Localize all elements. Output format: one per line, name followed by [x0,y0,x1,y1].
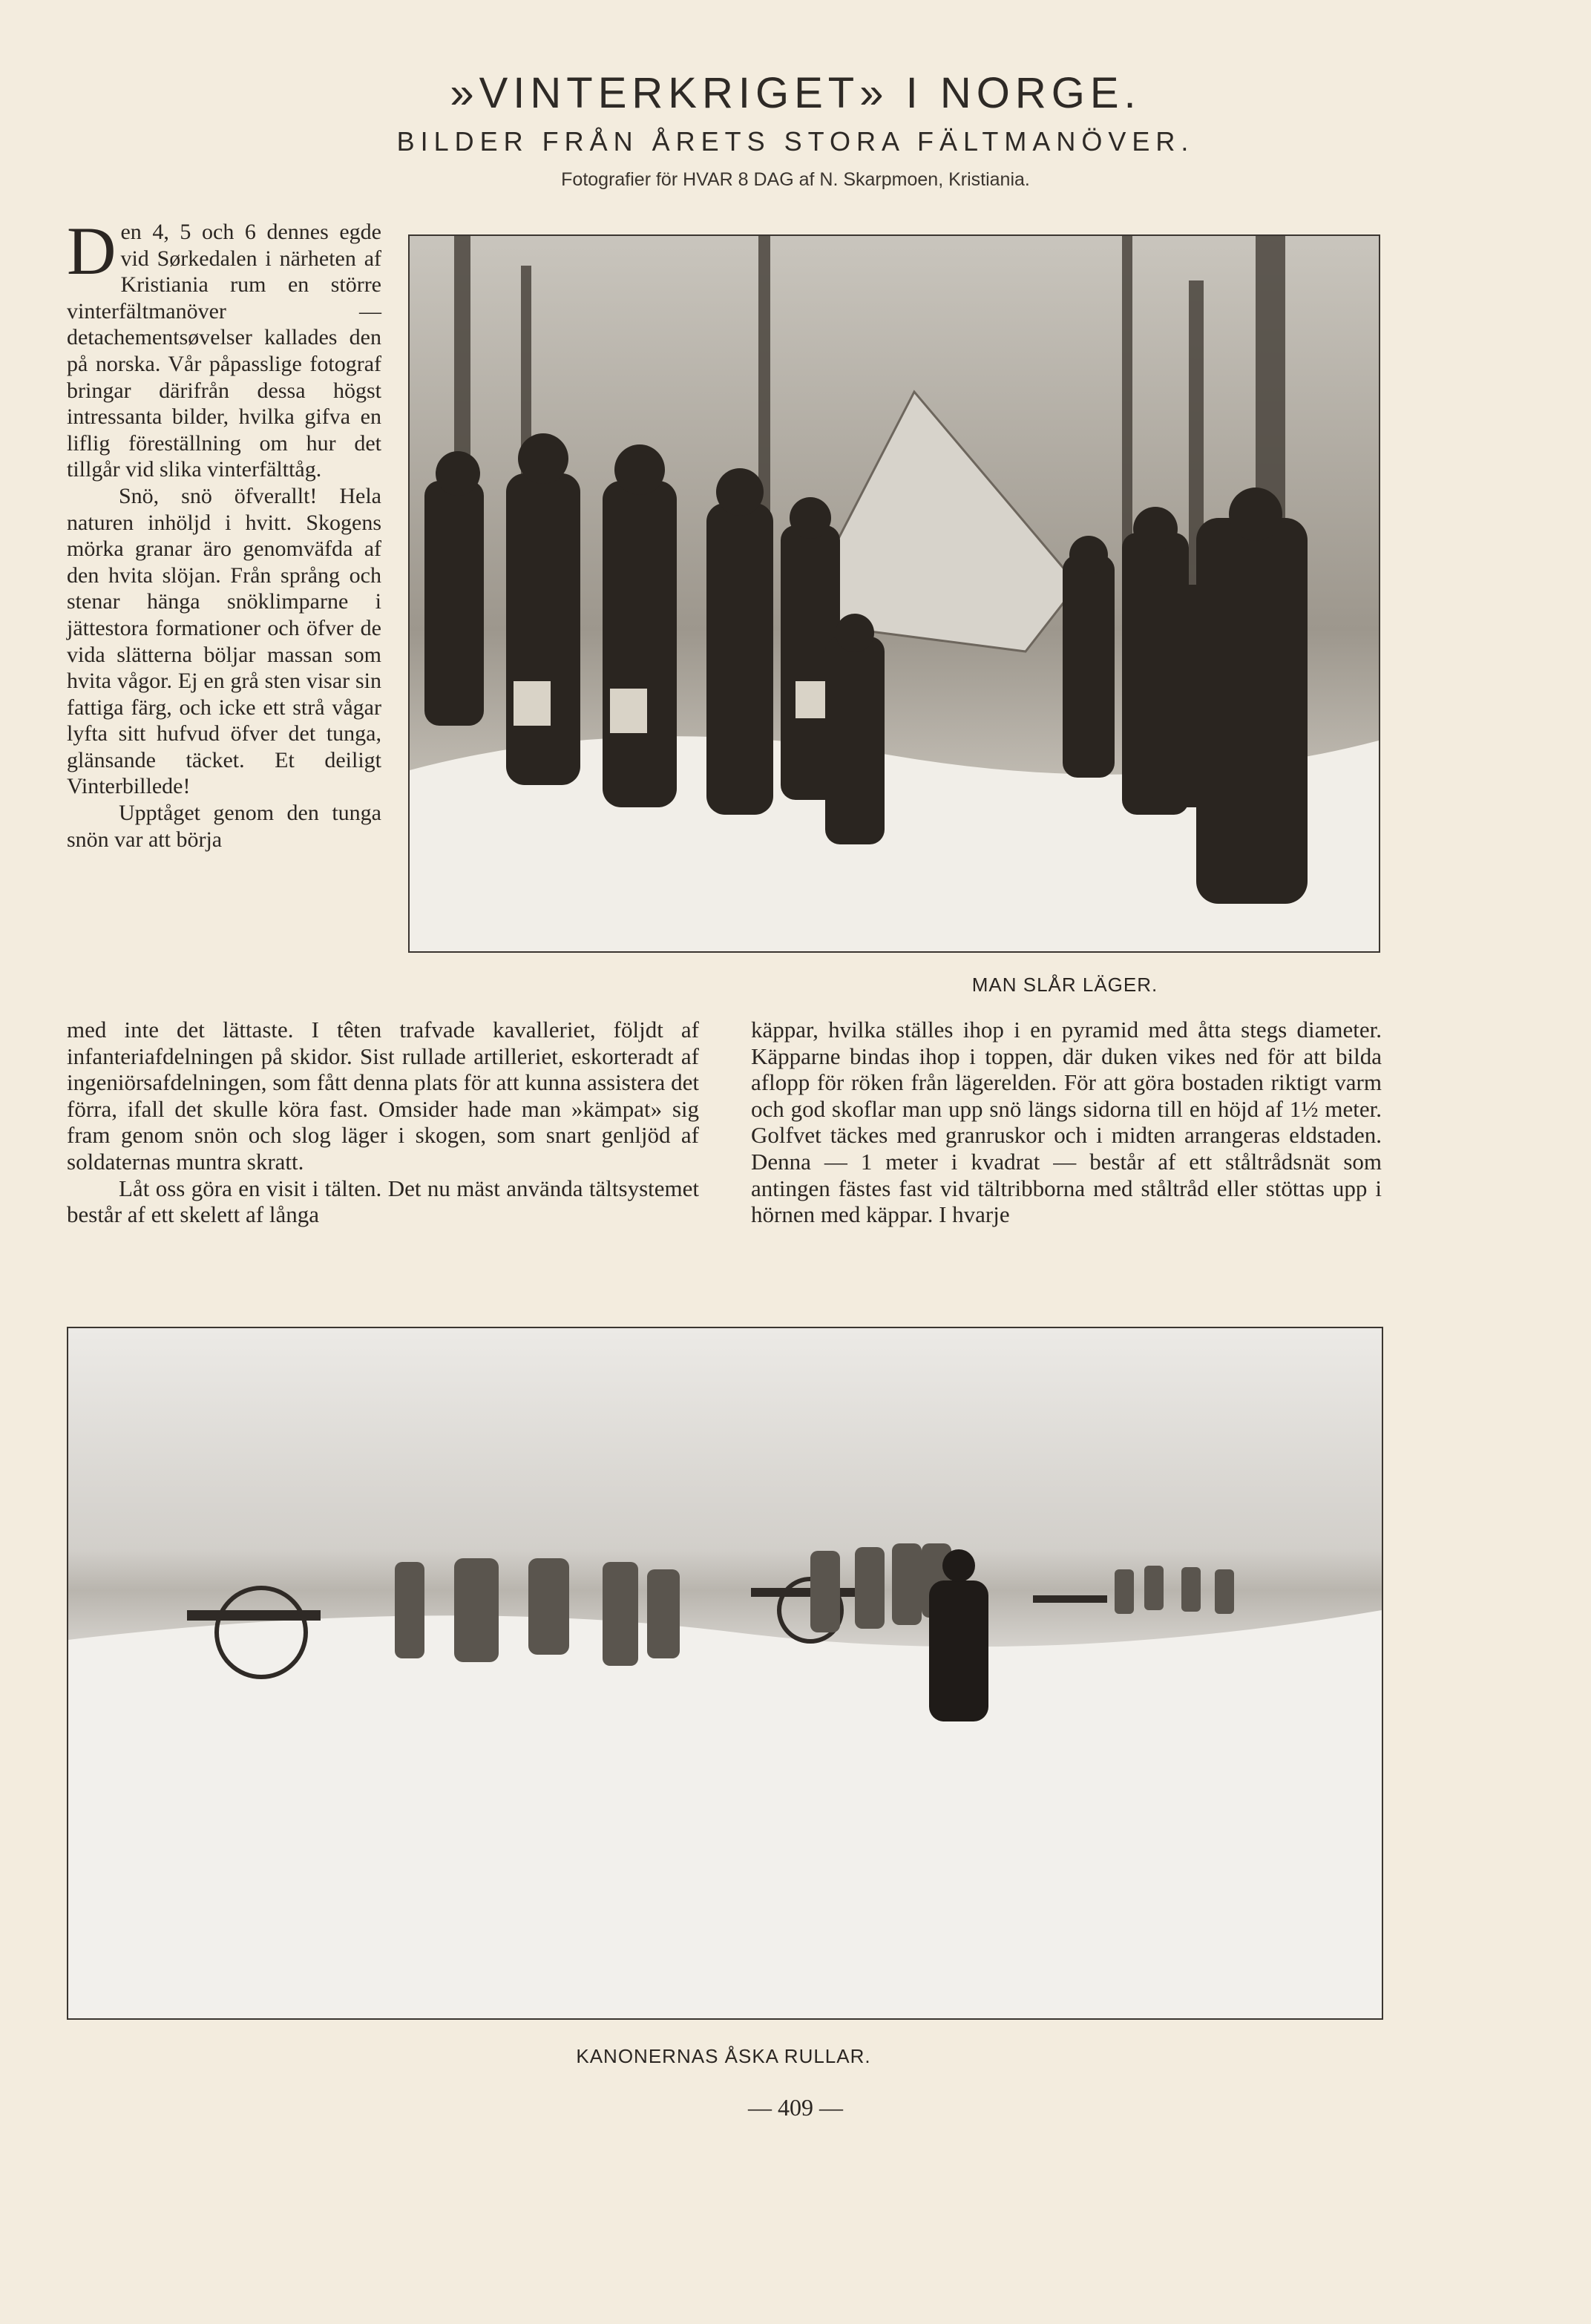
paragraph-3-start: Upptåget genom den tunga snön var att börja [67,801,381,852]
opening-paragraph [67,213,381,483]
paragraph-2: Snö, snö öfverallt! Hela naturen inhöljd i hvitt. Skogens mörka granar äro genomväfda af den hvita slöjan. Från språng och stenar hänga snöklimparne i jättestora formationer och öfver de vida slätterna böljar massan som hvita vågor. Ej en grå sten visar sin fattiga färg, och icke ett strå vågar lyfta sitt hufvud öfver det tunga, glänsande täcket. Et deiligt Vinterbillede! [67,483,381,799]
article-subtitle: BILDER FRÅN ÅRETS STORA FÄLTMANÖVER. [396,126,1195,157]
article-column-right [751,1017,1382,1228]
article-title: »VINTERKRIGET» I NORGE. [450,69,1141,117]
photo2-caption: KANONERNAS ÅSKA RULLAR. [576,2045,871,2067]
paragraph-3-continued: med inte det lättaste. I têten trafvade kavalleriet, följdt af infanteriafdelningen på skidor. Sist rullade artilleriet, eskorteradt af ingeniörsafdelningen, som fått denna plats för att kunna assistera det förra, ifall det skulle köra fast. Omsider hade man »kämpat» sig fram genom snön och slog läger i skogen, som snart genljöd af soldaternas muntra skratt. [67,1017,699,1175]
page-number: — 409 — [748,2094,843,2121]
photo-kanonernas-aska [67,1327,1383,2020]
drop-cap: D [67,213,117,289]
article-column-left [67,1017,699,1228]
article-opening-column [67,213,381,853]
paragraph-5: käppar, hvilka ställes ihop i en pyramid med åtta stegs diameter. Käpparne bindas ihop i toppen, där duken vikes ned för att bilda aflopp för röken från lägerelden. För att göra bostaden riktigt varm och god skoflar man upp snö längs sidorna till en höjd af 1½ meter. Golfvet täckes med granruskor och i midten arrangeras eldstaden. Denna — 1 meter i kvadrat — består af ett ståltrådsnät som antingen fästes fast vid tältribborna med ståltråd eller stöttas upp i hörnen med käppar. I hvarje [751,1017,1382,1228]
photo1-caption: MAN SLÅR LÄGER. [971,974,1158,996]
photo-man-slar-lager [408,234,1380,953]
paragraph-4: Låt oss göra en visit i tälten. Det nu mäst använda tältsystemet består af ett skelett af långa [67,1175,699,1228]
photo-credit: Fotografier för HVAR 8 DAG af N. Skarpmoen, Kristiania. [561,169,1030,190]
paragraph-1: en 4, 5 och 6 dennes egde vid Sørkedalen i närheten af Kristiania rum en större vinterfältmanöver — detachementsøvelser kallades den på norska. Vår påpasslige fotograf bringar därifrån dessa högst intressanta bilder, hvilka gifva en liflig föreställning om hur det tillgår vid slika vinterfälttåg. [67,220,381,482]
